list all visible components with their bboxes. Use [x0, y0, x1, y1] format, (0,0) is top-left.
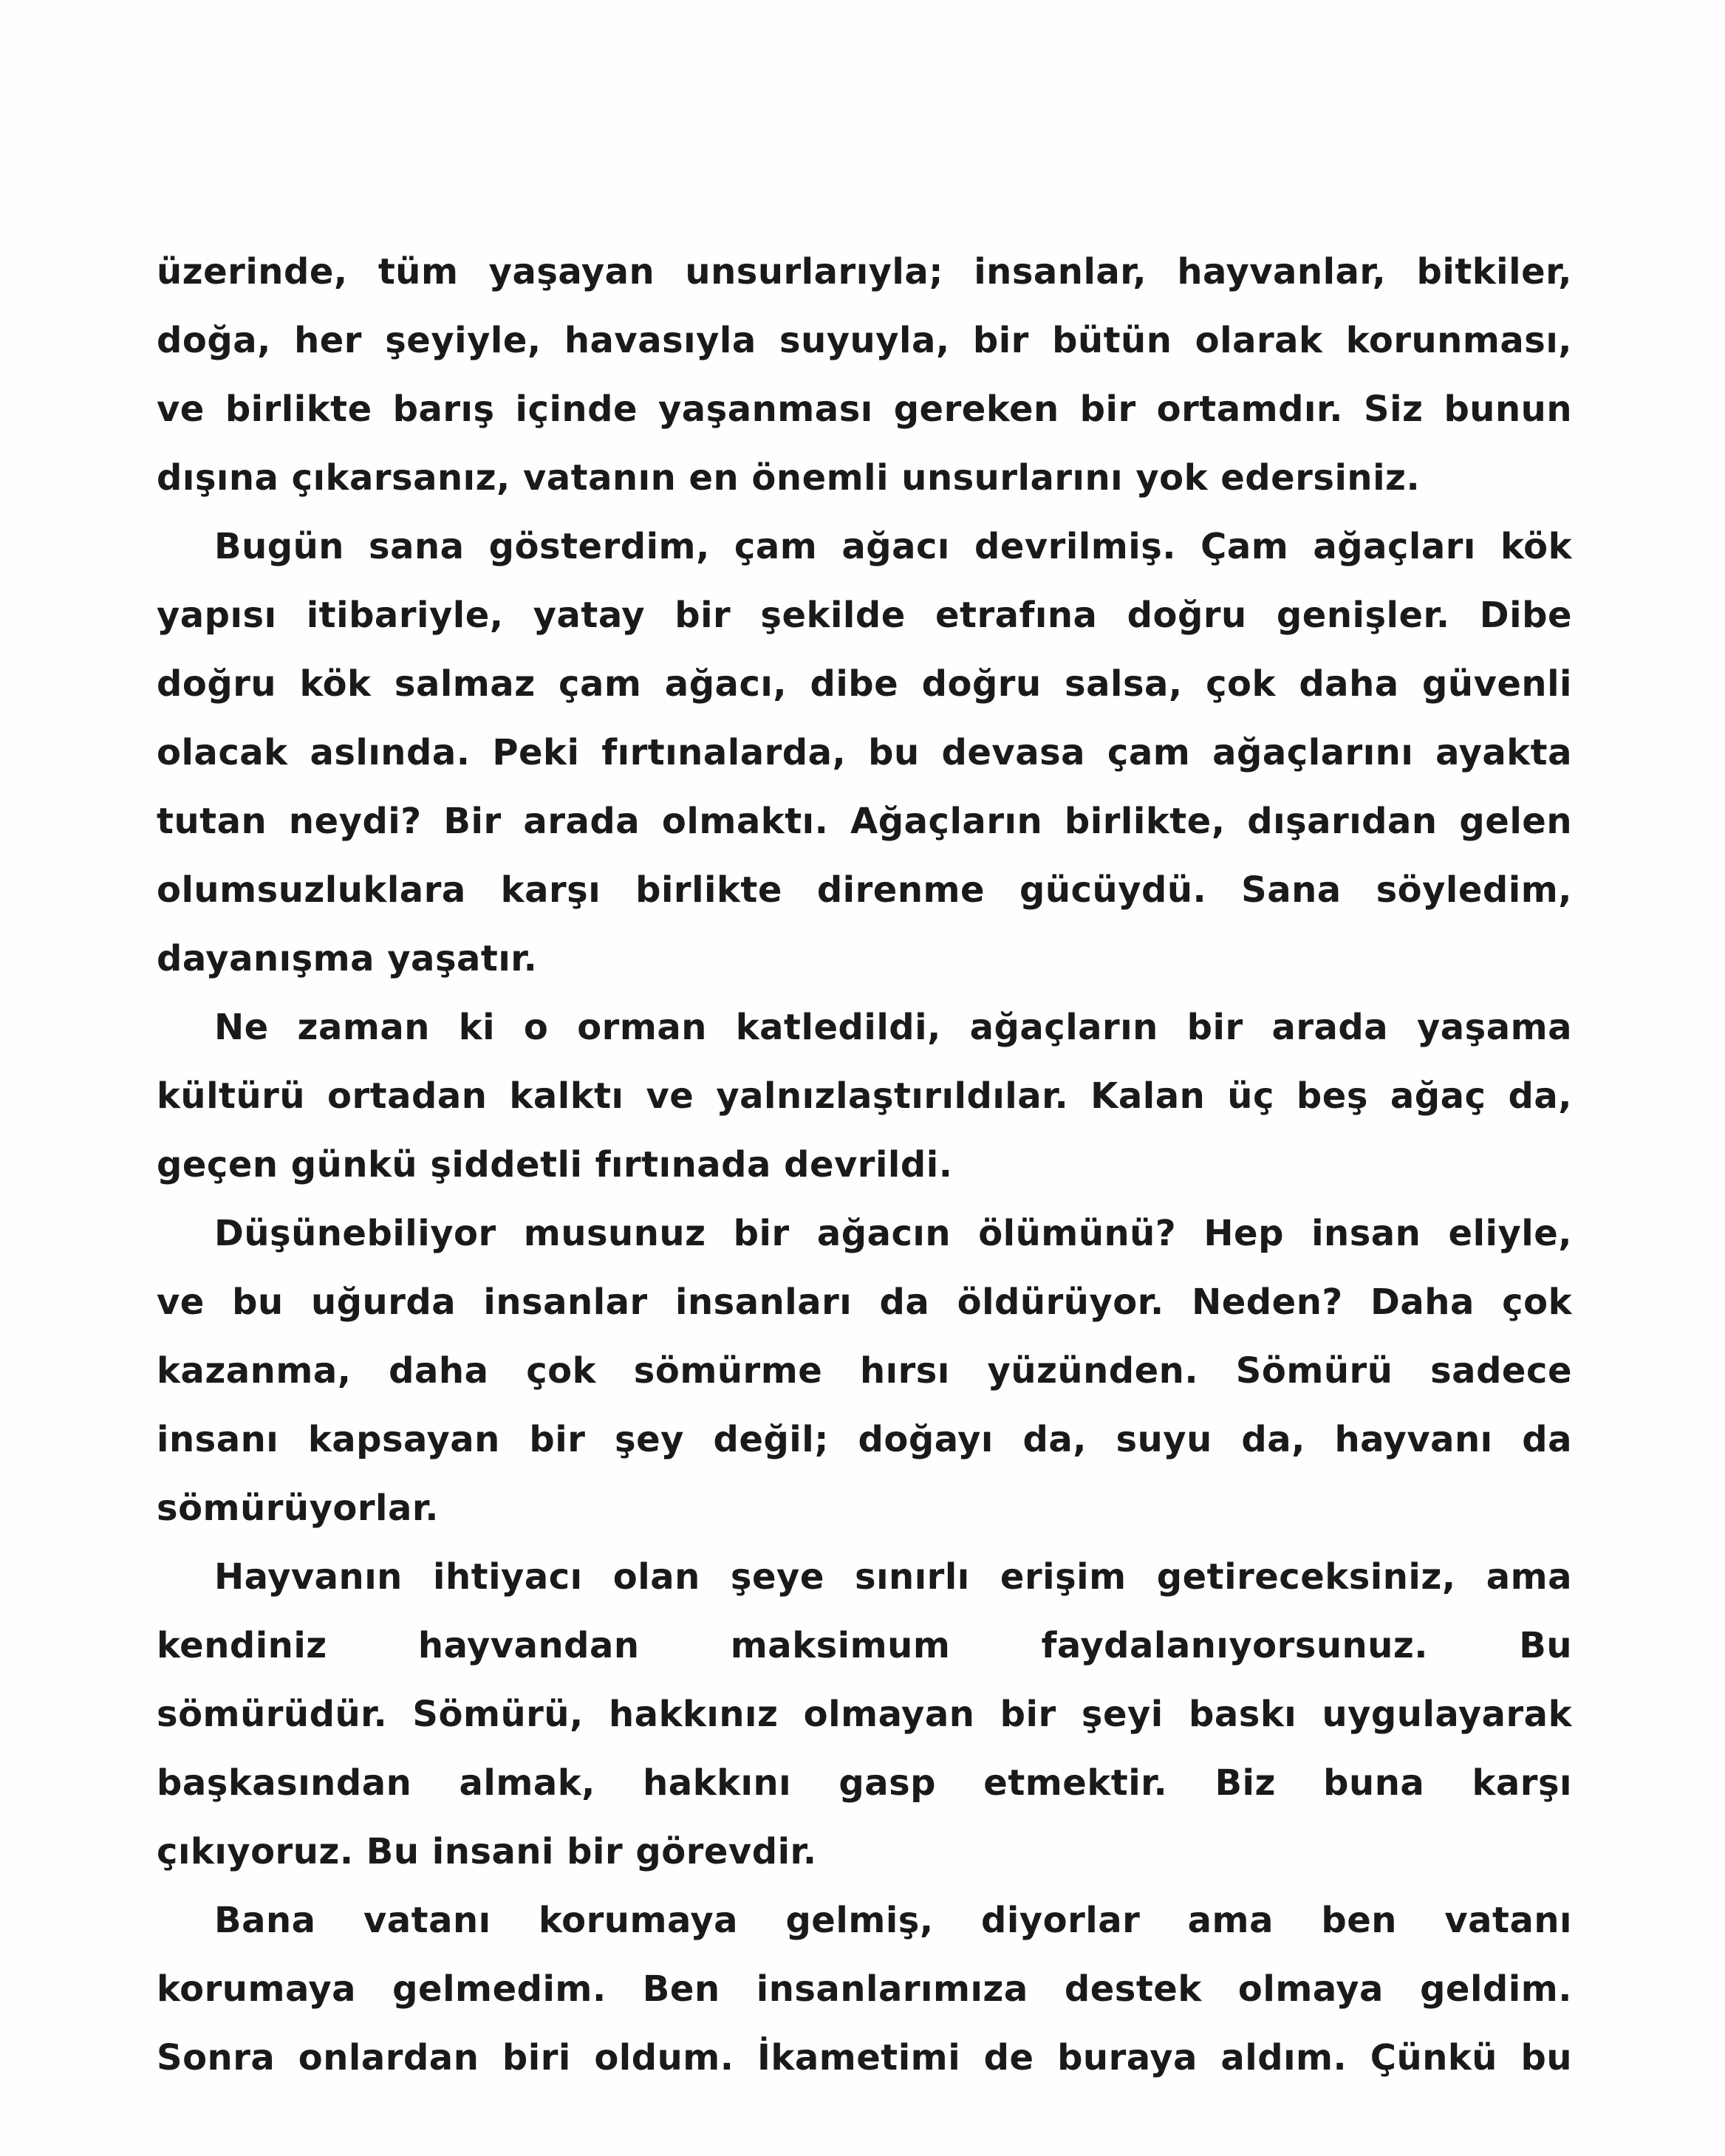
text-line: Düşünebiliyor musunuz bir ağacın ölümünü? Hep insan eliyle, [214, 1213, 1572, 1254]
text-line: doğru kök salmaz çam ağacı, dibe doğru salsa, çok daha güvenli [157, 663, 1572, 705]
text-line: ve bu uğurda insanlar insanları da öldürüyor. Neden? Daha çok [157, 1281, 1572, 1323]
text-line: yapısı itibariyle, yatay bir şekilde etrafına doğru genişler. Dibe [157, 595, 1572, 636]
text-line: Sonra onlardan biri oldum. İkametimi de buraya aldım. Çünkü bu [157, 2037, 1572, 2078]
text-line: kendiniz hayvandan maksimum faydalanıyorsunuz. Bu [157, 1625, 1572, 1666]
text-line: başkasından almak, hakkını gasp etmektir. Biz buna karşı [157, 1762, 1572, 1804]
text-line: Bana vatanı korumaya gelmiş, diyorlar ama ben vatanı [214, 1900, 1572, 1941]
text-line: doğa, her şeyiyle, havasıyla suyuyla, bir bütün olarak korunması, [157, 320, 1572, 361]
text-line: üzerinde, tüm yaşayan unsurlarıyla; insanlar, hayvanlar, bitkiler, [157, 251, 1572, 292]
text-line: kazanma, daha çok sömürme hırsı yüzünden. Sömürü sadece [157, 1350, 1572, 1392]
text-line: korumaya gelmedim. Ben insanlarımıza destek olmaya geldim. [157, 1968, 1572, 2010]
text-line: kültürü ortadan kalktı ve yalnızlaştırıldılar. Kalan üç beş ağaç da, [157, 1075, 1572, 1117]
text-line: Hayvanın ihtiyacı olan şeye sınırlı erişim getireceksiniz, ama [214, 1556, 1572, 1598]
text-line: insanı kapsayan bir şey değil; doğayı da, suyu da, hayvanı da [157, 1419, 1572, 1460]
text-line: olacak aslında. Peki fırtınalarda, bu devasa çam ağaçlarını ayakta [157, 732, 1572, 773]
text-line: dayanışma yaşatır. [157, 938, 538, 979]
text-line: tutan neydi? Bir arada olmaktı. Ağaçların birlikte, dışarıdan gelen [157, 801, 1572, 842]
text-line: geçen günkü şiddetli fırtınada devrildi. [157, 1144, 953, 1185]
text-line: Ne zaman ki o orman katledildi, ağaçların bir arada yaşama [214, 1007, 1572, 1048]
text-line: çıkıyoruz. Bu insani bir görevdir. [157, 1831, 817, 1872]
handwritten-text-block [157, 238, 1572, 2092]
text-line: olumsuzluklara karşı birlikte direnme gücüydü. Sana söyledim, [157, 869, 1572, 911]
text-line: Bugün sana gösterdim, çam ağacı devrilmiş. Çam ağaçları kök [214, 526, 1572, 567]
text-line: sömürüyorlar. [157, 1488, 439, 1529]
text-line: ve birlikte barış içinde yaşanması gereken bir ortamdır. Siz bunun [157, 389, 1572, 430]
text-line: dışına çıkarsanız, vatanın en önemli unsurlarını yok edersiniz. [157, 457, 1421, 499]
text-line: sömürüdür. Sömürü, hakkınız olmayan bir şeyi baskı uygulayarak [157, 1694, 1572, 1735]
